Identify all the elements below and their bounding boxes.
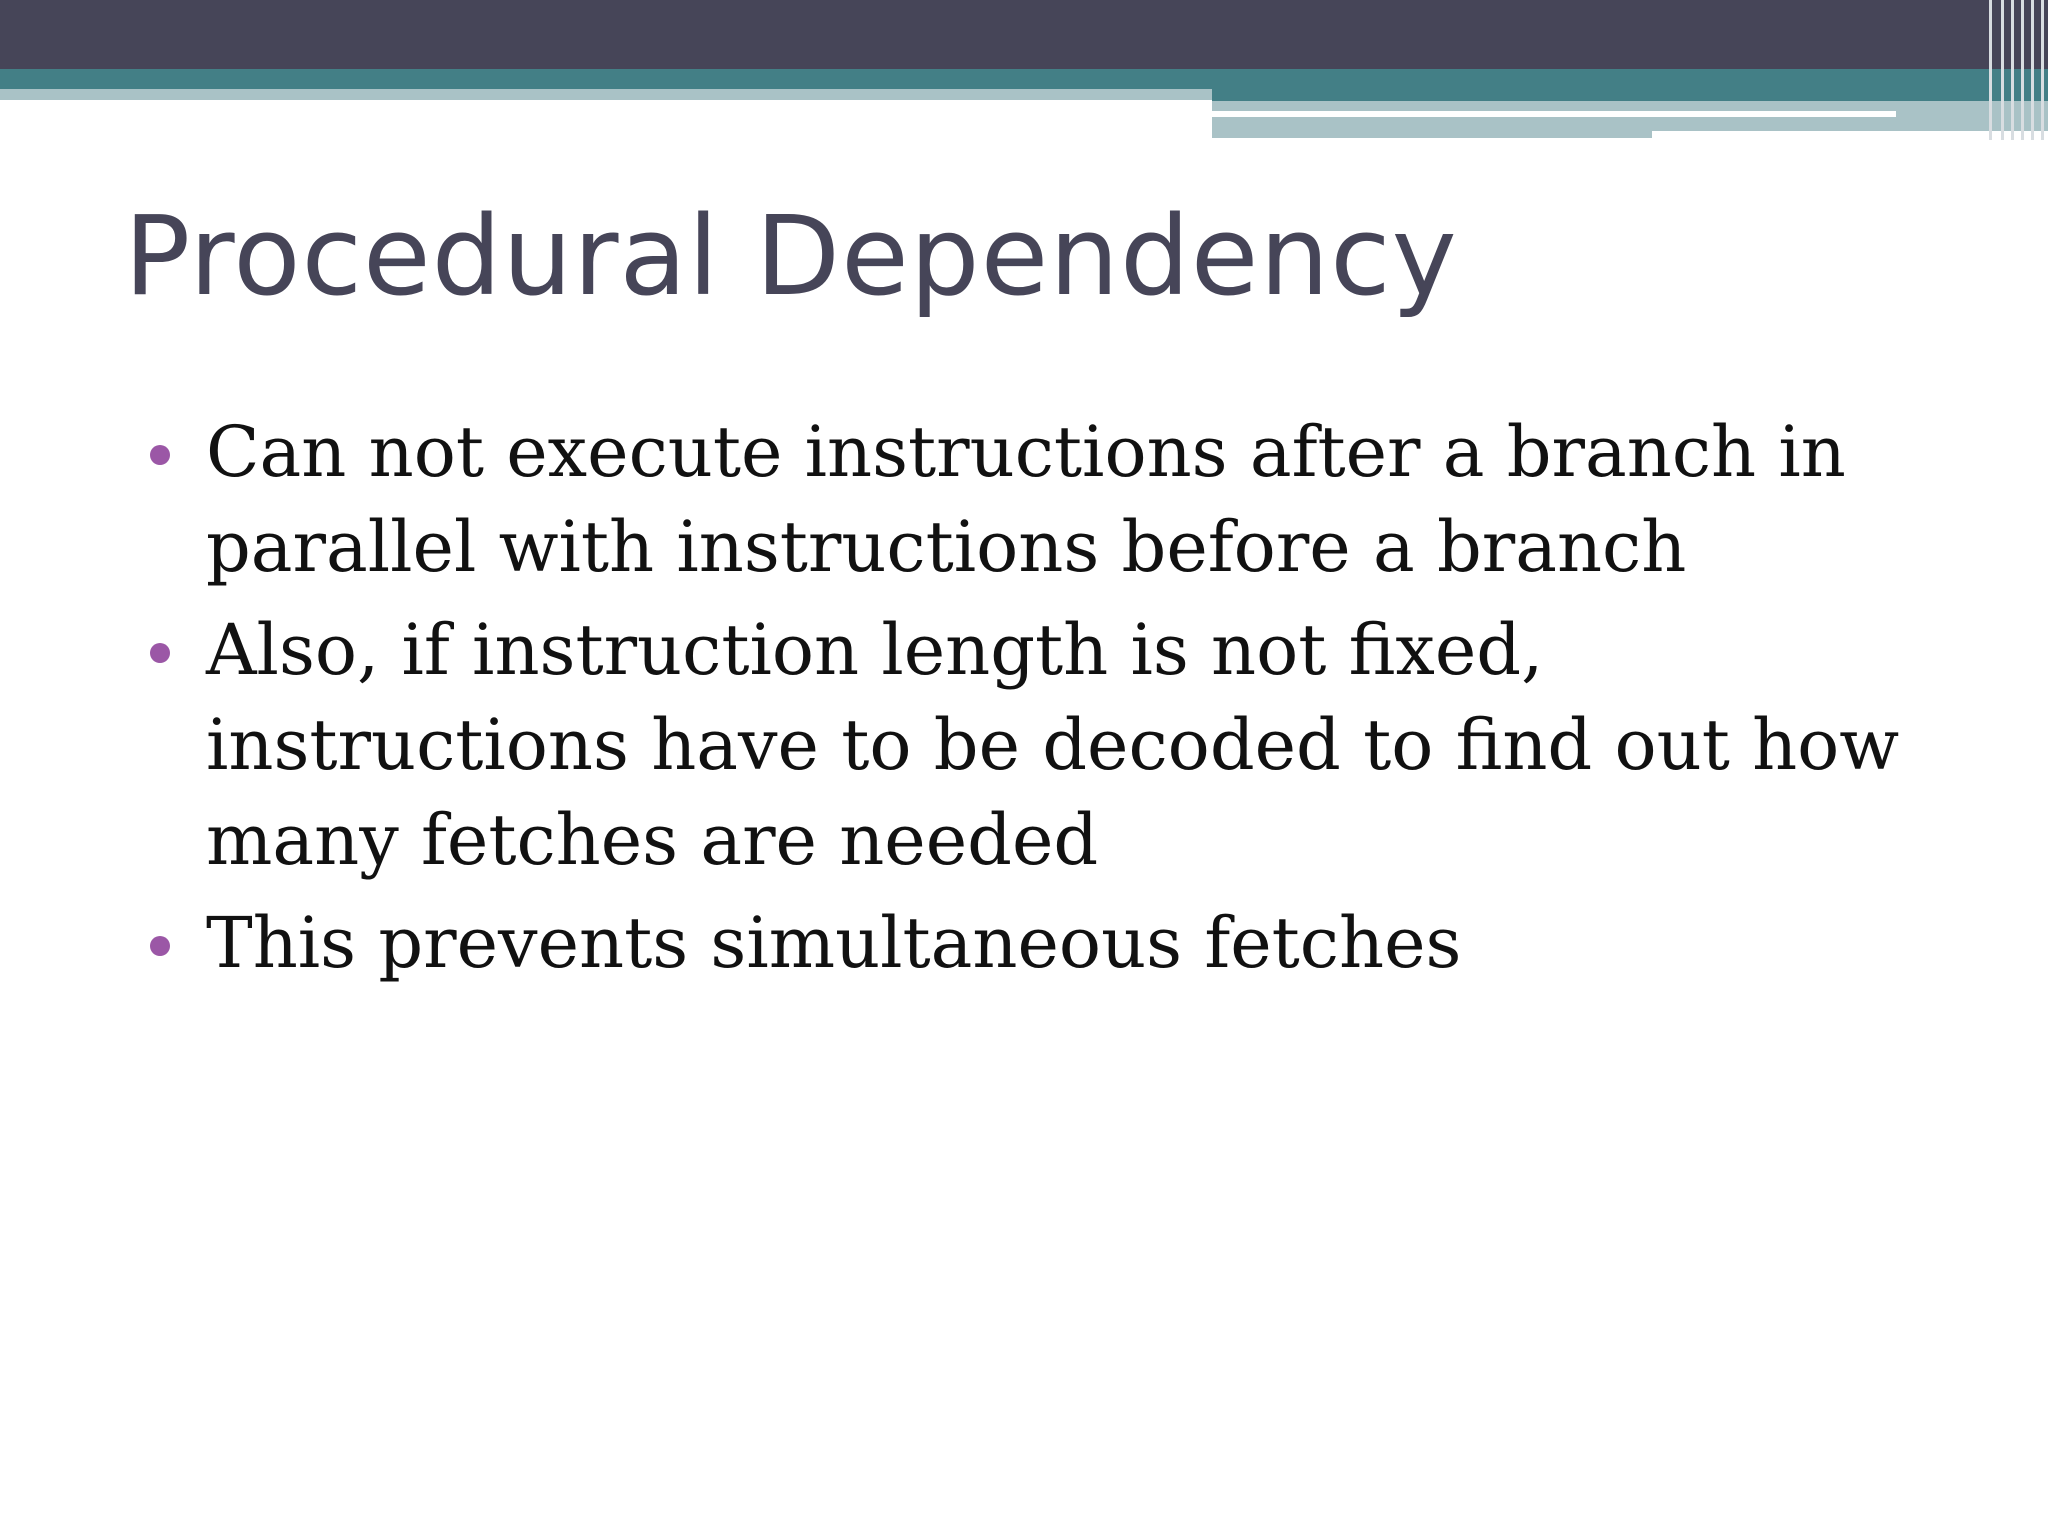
header-teal-band-right [1212, 89, 2048, 101]
bullet-item [146, 405, 1946, 595]
header-light-band-lower [1212, 117, 1652, 138]
bullet-list [146, 405, 1946, 999]
bullet-text: This prevents simultaneous fetches [206, 902, 1462, 984]
header-dark-band [0, 0, 2048, 69]
bullet-dot-icon [150, 643, 170, 663]
slide-title: Procedural Dependency [124, 192, 1458, 320]
header-light-band-left [0, 89, 1212, 100]
bullet-dot-icon [150, 445, 170, 465]
bullet-text: Also, if instruction length is not fixed, instructions have to be decoded to find out how many fetches are needed [206, 609, 1900, 881]
bullet-item [146, 896, 1946, 991]
header-light-band-right [1212, 101, 2048, 111]
bullet-dot-icon [150, 936, 170, 956]
header-stripes [1984, 0, 2048, 140]
bullet-text: Can not execute instructions after a branch in parallel with instructions before a branch [206, 411, 1846, 588]
header-teal-band [0, 69, 2048, 89]
bullet-item [146, 603, 1946, 888]
